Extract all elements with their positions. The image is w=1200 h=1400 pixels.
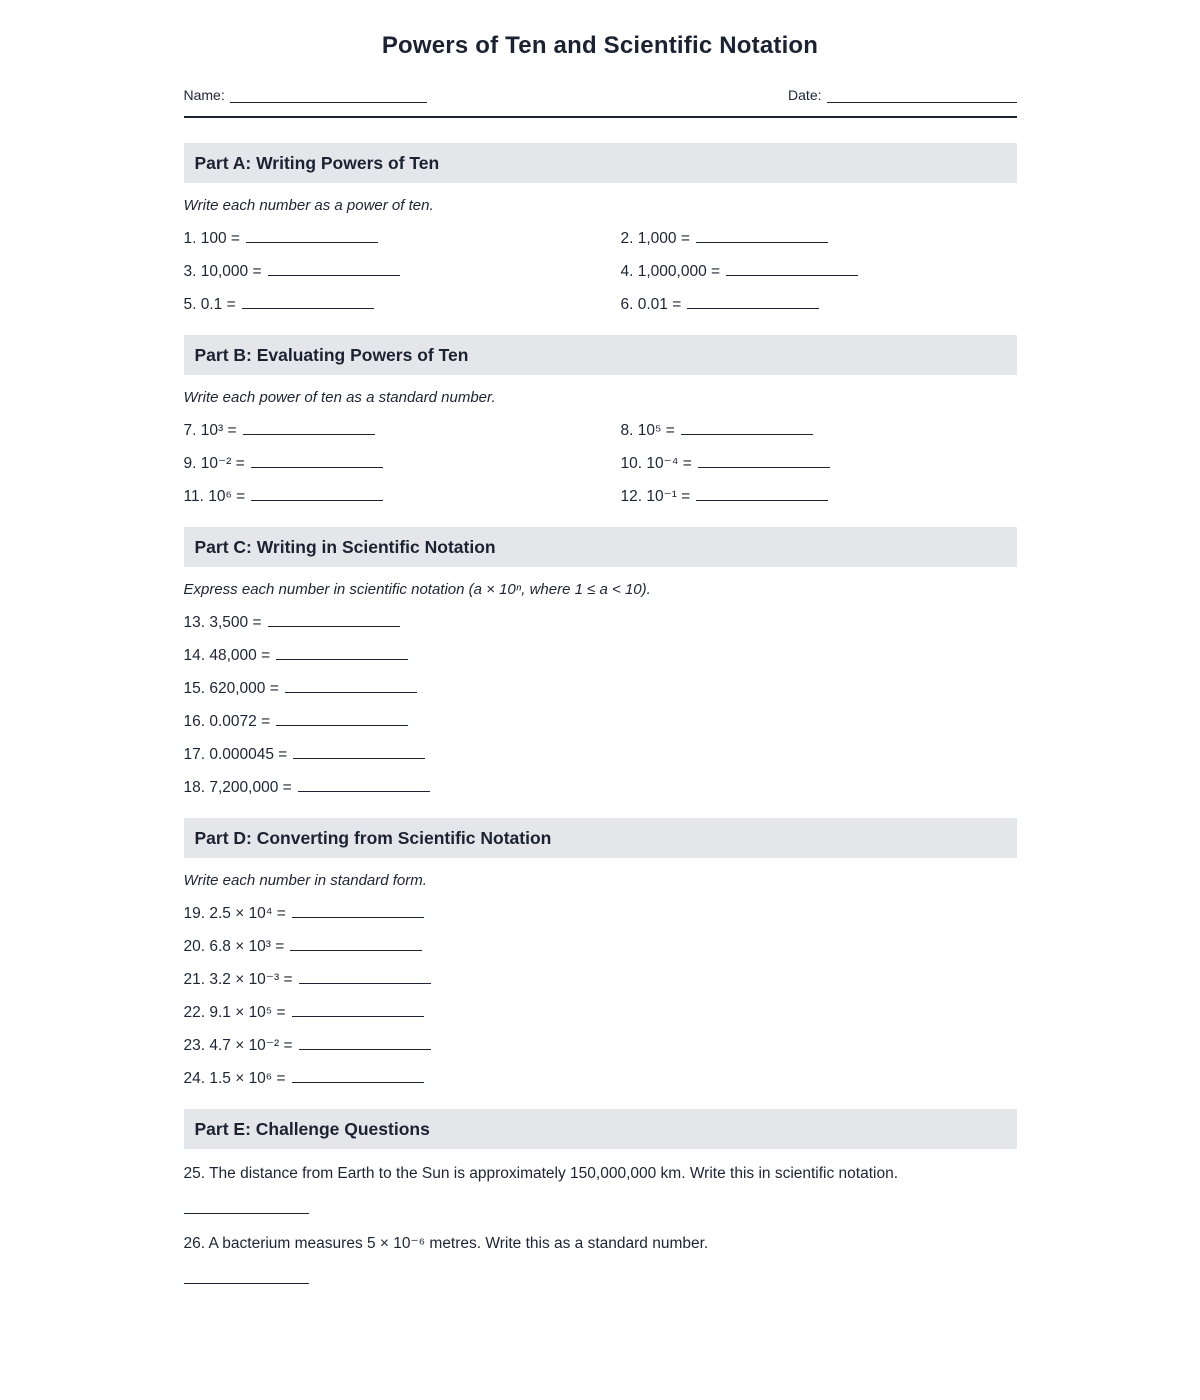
question-row [621, 228, 1017, 249]
answer-blank[interactable] [184, 1199, 309, 1214]
name-date-row [184, 87, 1017, 103]
answer-blank[interactable] [292, 1068, 424, 1083]
answer-blank[interactable] [268, 261, 400, 276]
question-label: 6. 0.01 = [620, 296, 682, 313]
question-label: 26. A bacterium measures 5 × 10⁻⁶ metres. Write this as a standard number. [183, 1235, 709, 1252]
answer-blank[interactable] [268, 612, 400, 627]
question-label: 5. 0.1 = [183, 296, 236, 313]
question-label: 16. 0.0072 = [183, 713, 271, 730]
question-label: 13. 3,500 = [183, 614, 262, 631]
section-heading: Part A: Writing Powers of Ten [184, 143, 1017, 183]
question-row [184, 645, 1017, 666]
header-divider [184, 116, 1017, 118]
section-part-c [184, 527, 1017, 798]
question-row [184, 1068, 1017, 1089]
question-row [184, 612, 1017, 633]
answer-blank[interactable] [299, 969, 431, 984]
answer-blank[interactable] [698, 453, 830, 468]
question-row [184, 903, 1017, 924]
question-row [184, 1035, 1017, 1056]
question-label: 20. 6.8 × 10³ = [183, 938, 285, 955]
question-label: 17. 0.000045 = [183, 746, 288, 763]
date-label: Date: [788, 87, 822, 103]
answer-blank[interactable] [299, 1035, 431, 1050]
section-part-e [184, 1109, 1017, 1289]
question-label: 14. 48,000 = [183, 647, 271, 664]
section-heading: Part B: Evaluating Powers of Ten [184, 335, 1017, 375]
question-label: 8. 10⁵ = [620, 422, 675, 439]
answer-blank[interactable] [292, 1002, 424, 1017]
question-label: 12. 10⁻¹ = [620, 488, 691, 505]
question-list [184, 903, 1017, 1089]
question-label: 15. 620,000 = [183, 680, 279, 697]
answer-blank[interactable] [696, 486, 828, 501]
question-row [621, 261, 1017, 282]
question-label: 3. 10,000 = [183, 263, 262, 280]
question-label: 19. 2.5 × 10⁴ = [183, 905, 286, 922]
answer-blank[interactable] [681, 420, 813, 435]
section-heading: Part D: Converting from Scientific Notation [184, 818, 1017, 858]
question-label: 23. 4.7 × 10⁻² = [183, 1037, 293, 1054]
answer-blank[interactable] [298, 777, 430, 792]
answer-blank[interactable] [726, 261, 858, 276]
answer-blank[interactable] [276, 711, 408, 726]
question-label: 21. 3.2 × 10⁻³ = [183, 971, 293, 988]
section-part-d [184, 818, 1017, 1089]
answer-blank[interactable] [242, 294, 374, 309]
answer-blank[interactable] [184, 1269, 309, 1284]
date-field-group [788, 87, 1016, 103]
name-field-group [184, 87, 427, 103]
question-row [184, 420, 621, 441]
worksheet-content [184, 32, 1017, 1289]
section-instruction: Write each number as a power of ten. [183, 197, 434, 214]
question-row [184, 969, 1017, 990]
question-label: 9. 10⁻² = [183, 455, 245, 472]
answer-blank-row [184, 1199, 1017, 1219]
answer-blank[interactable] [696, 228, 828, 243]
question-row [184, 711, 1017, 732]
question-label: 11. 10⁶ = [183, 488, 246, 505]
answer-blank[interactable] [687, 294, 819, 309]
answer-blank-row [184, 1269, 1017, 1289]
section-instruction: Express each number in scientific notation (a × 10ⁿ, where 1 ≤ a < 10). [183, 581, 651, 598]
answer-blank[interactable] [290, 936, 422, 951]
section-instruction: Write each power of ten as a standard number. [183, 389, 496, 406]
section-part-b [184, 335, 1017, 507]
question-row [184, 486, 621, 507]
answer-blank[interactable] [285, 678, 417, 693]
question-grid [184, 420, 1017, 507]
answer-blank[interactable] [293, 744, 425, 759]
question-row [184, 453, 621, 474]
question-label: 7. 10³ = [183, 422, 237, 439]
question-label: 2. 1,000 = [620, 230, 690, 247]
section-part-a [184, 143, 1017, 315]
question-label: 24. 1.5 × 10⁶ = [183, 1070, 286, 1087]
question-row [621, 294, 1017, 315]
question-row [184, 777, 1017, 798]
worksheet-title: Powers of Ten and Scientific Notation [381, 32, 819, 59]
date-blank[interactable] [827, 89, 1017, 103]
question-row [184, 294, 621, 315]
section-instruction: Write each number in standard form. [183, 872, 427, 889]
question-row [184, 1233, 1017, 1255]
question-row [184, 261, 621, 282]
question-label: 4. 1,000,000 = [620, 263, 721, 280]
name-blank[interactable] [230, 89, 427, 103]
question-grid [184, 228, 1017, 315]
question-row [184, 1163, 1017, 1185]
question-label: 25. The distance from Earth to the Sun is approximately 150,000,000 km. Write this in scientific notation. [183, 1165, 899, 1182]
answer-blank[interactable] [246, 228, 378, 243]
question-row [184, 744, 1017, 765]
question-row [184, 228, 621, 249]
answer-blank[interactable] [251, 453, 383, 468]
section-heading: Part C: Writing in Scientific Notation [184, 527, 1017, 567]
answer-blank[interactable] [243, 420, 375, 435]
question-label: 18. 7,200,000 = [183, 779, 292, 796]
question-row [621, 486, 1017, 507]
question-row [184, 936, 1017, 957]
question-row [621, 420, 1017, 441]
question-label: 1. 100 = [183, 230, 240, 247]
question-list [184, 612, 1017, 798]
question-label: 22. 9.1 × 10⁵ = [183, 1004, 286, 1021]
section-heading: Part E: Challenge Questions [184, 1109, 1017, 1149]
question-row [184, 1002, 1017, 1023]
question-row [621, 453, 1017, 474]
question-label: 10. 10⁻⁴ = [620, 455, 692, 472]
name-label: Name: [183, 87, 225, 103]
answer-blank[interactable] [276, 645, 408, 660]
answer-blank[interactable] [251, 486, 383, 501]
question-row [184, 678, 1017, 699]
answer-blank[interactable] [292, 903, 424, 918]
